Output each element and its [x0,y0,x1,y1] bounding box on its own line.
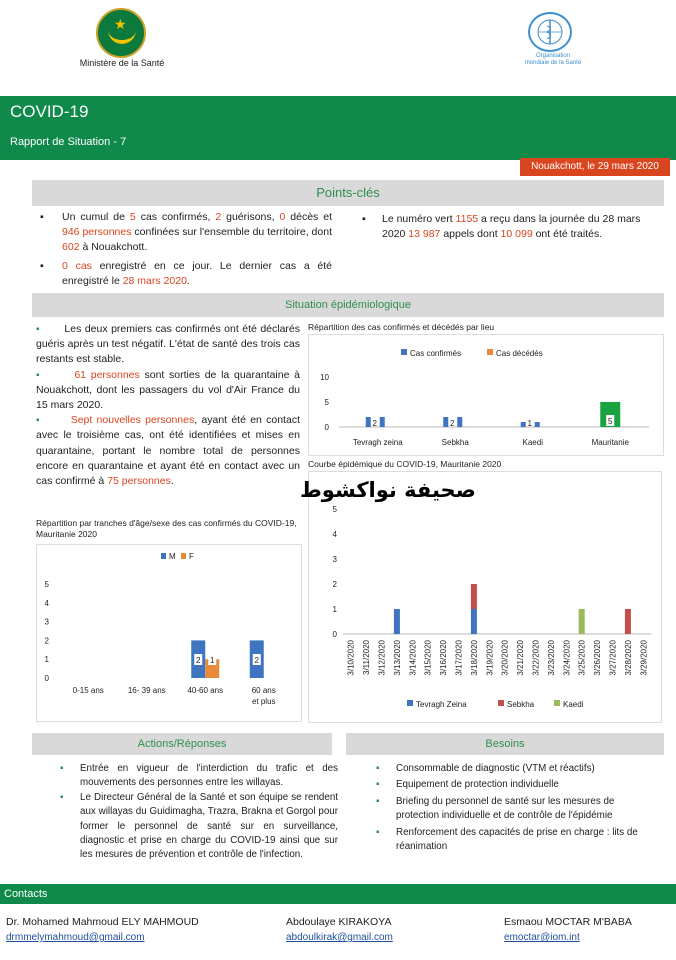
legend-label: F [189,552,194,561]
x-tick-label: 0-15 ans [72,686,104,695]
x-tick-label: 3/17/2020 [454,640,464,676]
x-tick-label: 3/12/2020 [377,640,387,676]
who-logo [528,12,572,52]
x-tick-label: 60 ans [251,686,276,695]
x-tick-label: 3/19/2020 [485,640,495,676]
bar [443,417,448,427]
report-subtitle: Rapport de Situation - 7 [10,136,127,148]
x-tick-label: et plus [251,697,276,706]
contact-name-1: Dr. Mohamed Mahmoud ELY MAHMOUD [6,916,199,928]
x-tick-label: Tevragh zeina [352,438,403,447]
legend-swatch [161,553,166,559]
x-tick-label: 3/22/2020 [531,640,541,676]
chart-location-svg [309,335,663,455]
data-label: 2 [254,656,259,665]
x-tick-label: Sebkha [441,438,469,447]
legend-swatch [407,700,413,706]
chart-location-title: Répartition des cas confirmés et décédés par lieu [308,322,495,332]
legend-label: Kaedi [563,700,584,709]
legend-label: Cas décédés [496,349,543,358]
chart-age-title: Répartition par tranches d'âge/sexe des cas confirmés du COVID-19, Mauritanie 2020 [36,518,297,539]
actions-heading: Actions/Réponses [32,733,332,755]
y-tick-label: 4 [332,530,337,539]
besoins-list [376,762,658,854]
situation-para-1: ▪ Les deux premiers cas confirmés ont été déclarés guéris après un test négatif. L'état de santé des trois cas restants est stable. [36,323,301,366]
report-date: Nouakchott, le 29 mars 2020 [520,158,670,176]
bar [394,609,400,634]
y-tick-label: 10 [320,373,329,382]
actions-list [60,762,338,863]
besoin-item: ▪ Renforcement des capacités de prise en charge : lits de réanimation [376,826,638,853]
data-label: 2 [196,656,201,665]
besoin-item: ▪ Briefing du personnel de santé sur les mesures de protection individuelle et de contrôle de l'épidémie [376,795,615,822]
key-points-heading: Points-clés [32,180,664,206]
x-tick-label: 3/10/2020 [346,640,356,676]
y-tick-label: 5 [44,580,49,589]
bar [625,609,631,634]
bar [521,422,526,427]
ministry-seal-logo: ★ [96,8,146,58]
x-tick-label: 3/18/2020 [469,640,479,676]
report-title: COVID-19 [10,102,89,121]
x-tick-label: 3/16/2020 [439,640,449,676]
data-label: 5 [608,417,613,426]
bar [380,417,385,427]
chart-location [308,334,664,456]
x-tick-label: 3/20/2020 [500,640,510,676]
besoins-heading: Besoins [346,733,664,755]
contact-name-2: Abdoulaye KIRAKOYA [286,916,392,928]
x-tick-label: 3/15/2020 [423,640,433,676]
y-tick-label: 1 [44,655,49,665]
chart-age-svg [37,545,301,721]
chart-epicurve-svg [309,472,661,722]
ministry-name: Ministère de la Santé [79,58,165,68]
y-tick-label: 3 [44,617,49,627]
y-tick-label: 4 [44,598,49,608]
besoin-item: ▪ Equipement de protection individuelle [376,779,559,791]
y-tick-label: 2 [332,580,337,589]
data-label: 1 [527,419,532,428]
situation-para-2: ▪ 61 personnes sont sorties de la quarantaine à Nouakchott, dont les passagers du vol d'Air France du 15 mars 2020. [36,368,300,412]
y-tick-label: 0 [332,630,337,639]
chart-epicurve-title: Courbe épidémique du COVID-19, Mauritanie 2020 [308,459,502,469]
y-tick-label: 5 [324,398,329,407]
situation-heading: Situation épidémiologique [32,293,664,317]
situation-text [36,322,300,489]
x-tick-label: 3/25/2020 [577,640,587,676]
legend-swatch [487,349,493,355]
key-point-3: ▪ Le numéro vert 1155 a reçu dans la journée du 28 mars 2020 13 987 appels dont 10 099 ont été traités. [362,213,641,240]
bar [471,609,477,634]
bar [471,584,477,609]
who-name: Organisation mondiale de la Santé [524,53,582,66]
bar [535,422,540,427]
key-point-1: ▪ Un cumul de 5 cas confirmés, 2 guérisons, 0 décès et 946 personnes confinées sur l'ensemble du territoire, dont 602 à Nouakchott. [40,211,332,253]
contact-name-3: Esmaou MOCTAR M'BABA [504,916,632,928]
legend-swatch [554,700,560,706]
x-tick-label: 40-60 ans [187,686,224,695]
x-tick-label: Kaedi [522,438,543,447]
x-tick-label: 3/26/2020 [593,640,603,676]
legend-swatch [401,349,407,355]
chart-age [36,544,302,722]
y-tick-label: 0 [44,674,49,683]
x-tick-label: 3/24/2020 [562,640,572,676]
x-tick-label: 16- 39 ans [127,686,166,695]
y-tick-label: 2 [44,636,49,646]
bar [579,609,585,634]
bar [366,417,371,427]
x-tick-label: 3/23/2020 [546,640,556,676]
besoin-item: ▪ Consommable de diagnostic (VTM et réactifs) [376,763,595,774]
newspaper-watermark: صحيفة نواكشوط [300,478,476,502]
key-point-2: ▪ 0 cas enregistré en ce jour. Le dernier cas a été enregistré le 28 mars 2020. [40,260,332,287]
contact-email-3[interactable]: emoctar@iom.int [504,932,580,943]
y-tick-label: 1 [332,605,337,614]
data-label: 2 [450,419,455,428]
x-tick-label: 3/13/2020 [392,640,402,676]
y-tick-label: 5 [332,505,337,514]
legend-label: Cas confirmés [410,349,462,358]
data-label: 2 [372,419,377,428]
legend-label: Sebkha [507,700,535,709]
contacts-heading: Contacts [0,884,676,904]
x-tick-label: 3/11/2020 [362,640,372,675]
x-tick-label: 3/28/2020 [623,640,633,676]
action-item: ▪ Le Directeur Général de la Santé et son équipe se rendent aux willayas du Guidimagha, Trazra, Brakna et Gorgol pour former le personnel de santé sur en surveillance, diagnostic et prise en charge du COVID-19 ainsi que sur les mesures de prévention et contrôle de l'infection. [60,791,338,861]
legend-swatch [498,700,504,706]
x-tick-label: 3/29/2020 [639,640,649,676]
title-band [0,96,676,160]
legend-label: M [169,552,176,561]
y-tick-label: 3 [332,555,337,564]
bar [457,417,462,427]
x-tick-label: 3/21/2020 [516,640,526,676]
contact-email-1[interactable]: drmmelymahmoud@gmail.com [6,932,145,943]
data-label: 1 [210,656,215,665]
contact-email-2[interactable]: abdoulkirak@gmail.com [286,932,393,943]
situation-para-3: ▪ Sept nouvelles personnes, ayant été en contact avec le troisième cas, ont été identifiées et mises en quarantaine, portant le nombre total de personnes encore en quarantaine et ayant été en contact avec un cas confirmé à 75 personnes. [36,414,300,488]
x-tick-label: 3/14/2020 [408,640,418,676]
chart-epicurve [308,471,662,723]
x-tick-label: 3/27/2020 [608,640,618,676]
y-tick-label: 0 [324,423,329,432]
action-item: ▪ Entrée en vigueur de l'interdiction du trafic et des mouvements des personnes entre les willayas. [60,763,338,789]
legend-label: Tevragh Zeina [416,700,467,709]
x-tick-label: Mauritanie [591,438,629,447]
legend-swatch [181,553,186,559]
